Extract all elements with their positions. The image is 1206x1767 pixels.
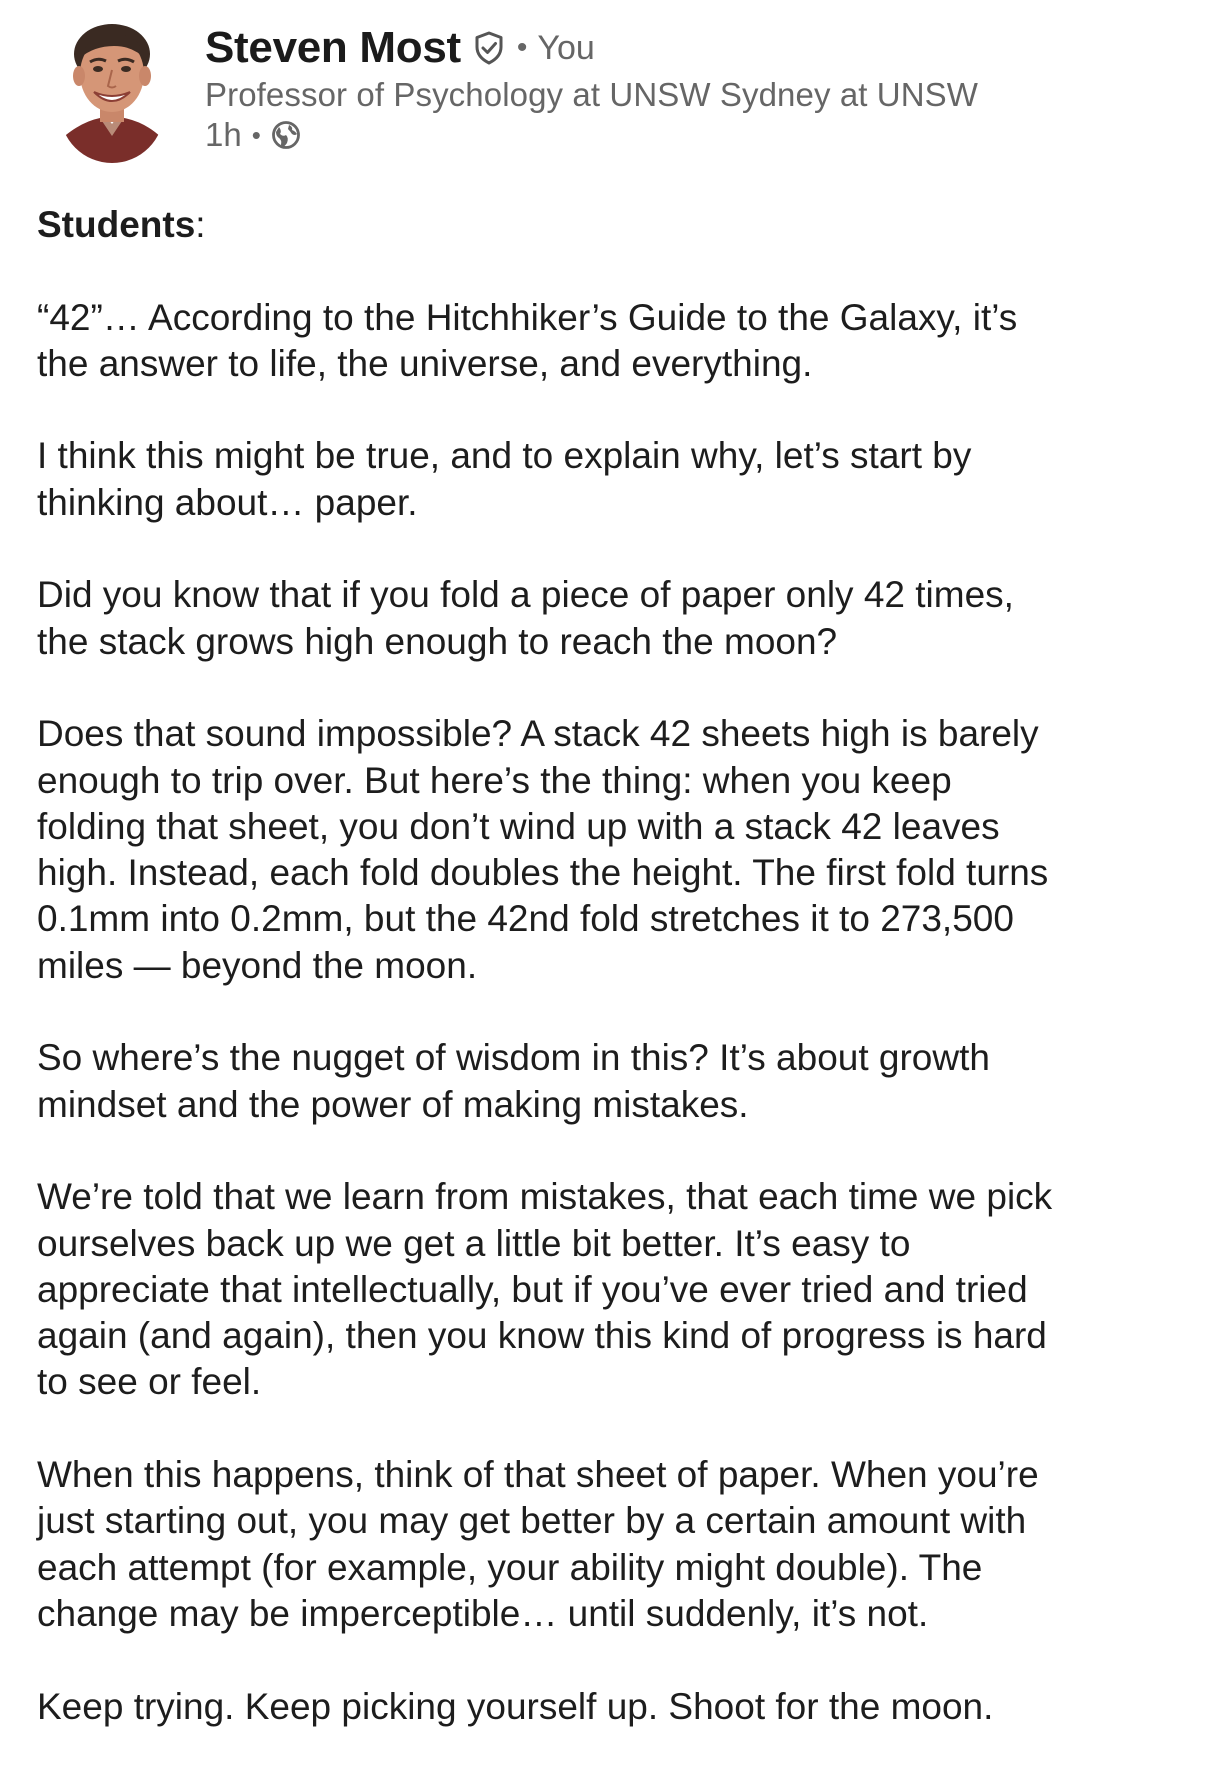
verified-shield-icon bbox=[473, 31, 505, 65]
separator-dot: • bbox=[516, 31, 528, 64]
paragraph-8: Keep trying. Keep picking yourself up. Shoot for the moon. bbox=[37, 1685, 994, 1727]
salutation bbox=[37, 202, 1187, 248]
paragraph-4: Does that sound impossible? A stack 42 sheets high is barely enough to trip over. But here’s the thing: when you keep folding that sheet, you don’t wind up with a stack 42 leaves high. Instead, each fold doubles the height. The first fold turns 0.1mm into 0.2mm, but the 42nd fold stretches it to 273,500 miles — beyond the moon. bbox=[37, 713, 1049, 986]
avatar[interactable] bbox=[60, 18, 164, 163]
paragraph-6: We’re told that we learn from mistakes, that each time we pick ourselves back up we get a little bit better. It’s easy to appreciate that intellectually, but if you’ve ever tried and tried again (and again), then you know this kind of progress is hard to see or feel. bbox=[37, 1176, 1053, 1403]
author-name[interactable]: Steven Most bbox=[205, 23, 461, 72]
paragraph-1: “42”… According to the Hitchhiker’s Guide to the Galaxy, it’s the answer to life, the universe, and everything. bbox=[37, 296, 1018, 384]
paragraph-5: So where’s the nugget of wisdom in this? It’s about growth mindset and the power of making mistakes. bbox=[37, 1037, 990, 1125]
post-meta bbox=[205, 114, 301, 156]
paragraph-2: I think this might be true, and to explain why, let’s start by thinking about… paper. bbox=[37, 435, 972, 523]
avatar-photo bbox=[60, 18, 164, 163]
separator-dot: • bbox=[251, 119, 261, 150]
post-timestamp: 1h bbox=[205, 116, 242, 153]
paragraph-7: When this happens, think of that sheet of paper. When you’re just starting out, you may get better by a certain amount with each attempt (for example, your ability might double). The change may be imperceptible… until suddenly, it’s not. bbox=[37, 1454, 1039, 1634]
post-body bbox=[37, 202, 1187, 1730]
globe-icon bbox=[271, 120, 301, 150]
author-name-row bbox=[205, 22, 595, 74]
salutation-bold: Students bbox=[37, 204, 196, 245]
salutation-colon: : bbox=[195, 204, 206, 245]
author-headline: Professor of Psychology at UNSW Sydney at UNSW bbox=[205, 76, 979, 113]
paragraph-3: Did you know that if you fold a piece of paper only 42 times, the stack grows high enough to reach the moon? bbox=[37, 574, 1014, 662]
post-header bbox=[0, 0, 1206, 175]
connection-degree: You bbox=[537, 28, 595, 67]
